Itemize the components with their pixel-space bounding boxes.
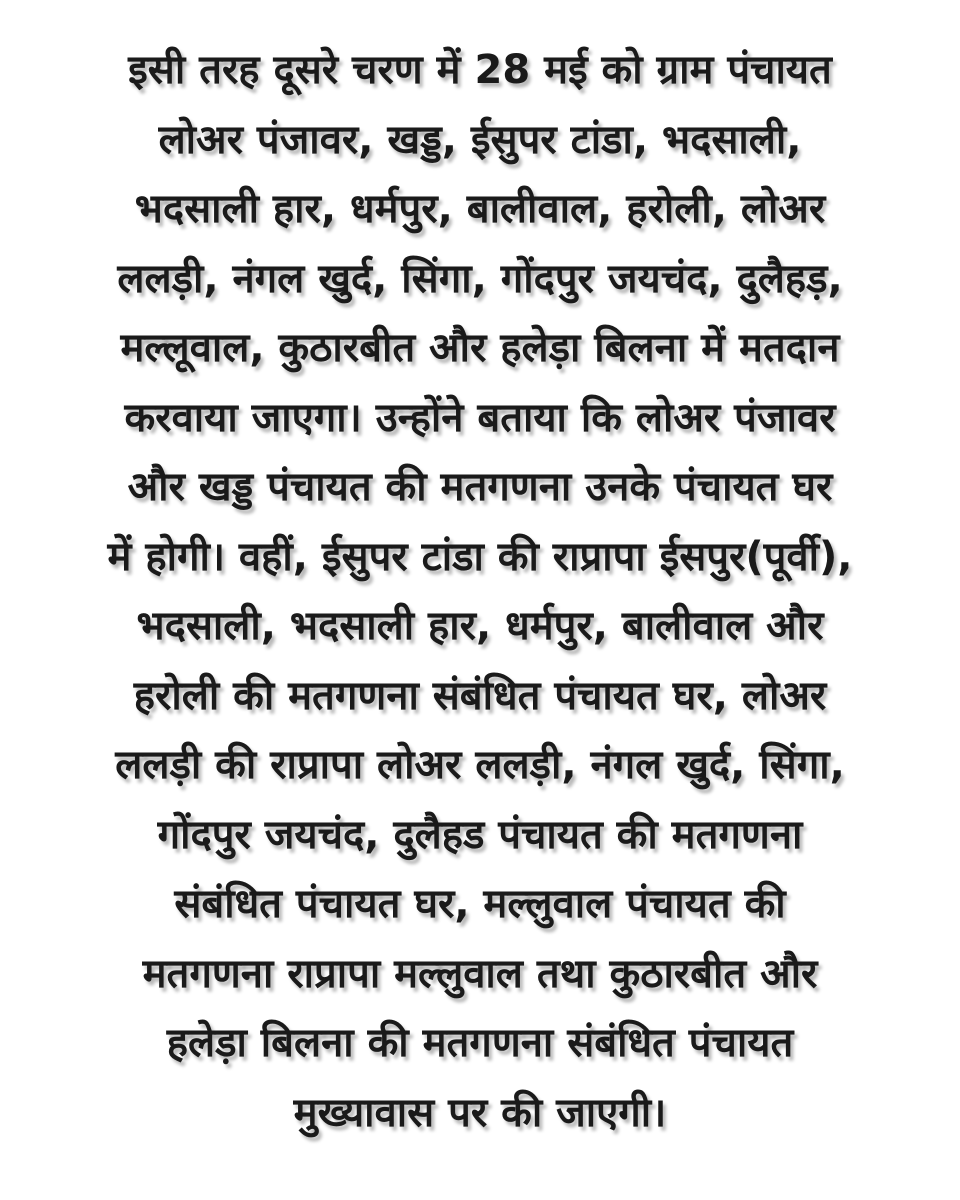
paragraph-line-13: संबंधित पंचायत घर, मल्लुवाल पंचायत की [174,881,786,927]
paragraph-line-2: लोअर पंजावर, खड्ड, ईसुपर टांडा, भदसाली, [158,116,802,163]
paragraph-line-4: ललड़ी, नंगल खुर्द, सिंगा, गोंदपुर जयचंद, दुलैहड़, [117,255,843,302]
paragraph-line-3: भदसाली हार, धर्मपुर, बालीवाल, हरोली, लोअर [134,186,826,232]
paragraph-line-11: ललड़ी की राप्रापा लोअर ललड़ी, नंगल खुर्द, सिंगा, [115,742,845,788]
paragraph-line-12: गोंदपुर जयचंद, दुलैहड पंचायत की मतगणना [157,811,803,858]
paragraph-line-5: मल्लूवाल, कुठारबीत और हलेड़ा बिलना में मतदान [120,325,840,371]
paragraph-line-7: और खड्ड पंचायत की मतगणना उनके पंचायत घर [127,464,833,510]
paragraph-line-1: इसी तरह दूसरे चरण में 28 मई को ग्राम पंचायत [128,47,832,93]
news-paragraph [28,36,932,1148]
paragraph-line-8: में होगी। वहीं, ईसुपर टांडा की राप्रापा ईसपुर(पूर्वी), [107,533,853,580]
paragraph-line-15: हलेड़ा बिलना की मतगणना संबंधित पंचायत [166,1020,794,1066]
paragraph-line-10: हरोली की मतगणना संबंधित पंचायत घर, लोअर [133,672,827,719]
paragraph-line-9: भदसाली, भदसाली हार, धर्मपुर, बालीवाल और [136,603,824,649]
paragraph-line-14: मतगणना राप्रापा मल्लुवाल तथा कुठारबीत और [142,950,818,997]
paragraph-line-6: करवाया जाएगा। उन्होंने बताया कि लोअर पंजावर [124,394,836,441]
paragraph-line-16: मुख्यावास पर की जाएगी। [293,1089,667,1136]
